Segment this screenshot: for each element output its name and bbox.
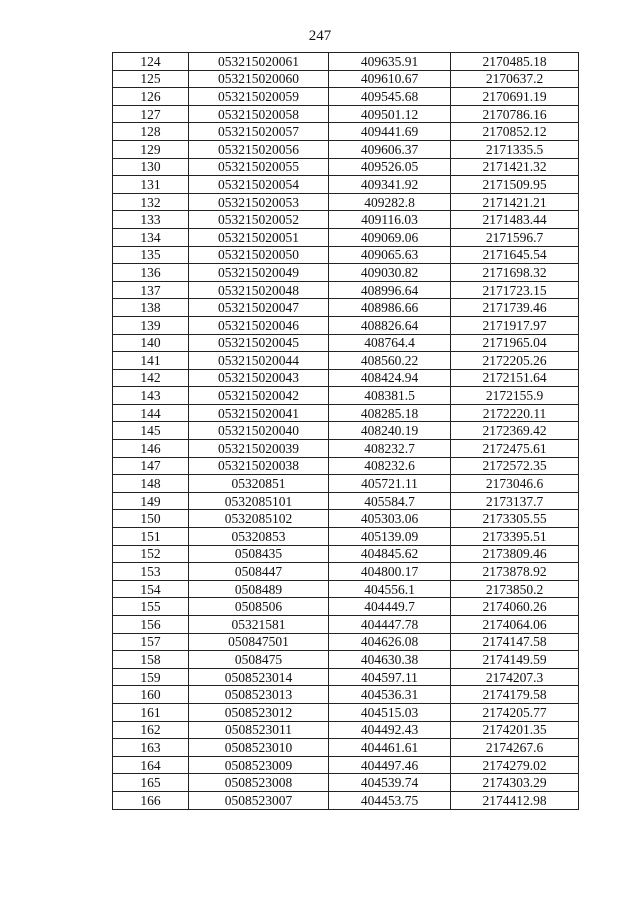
y-coordinate-cell: 2174201.35 (451, 721, 579, 739)
x-coordinate-cell: 404556.1 (329, 580, 451, 598)
y-coordinate-cell: 2172369.42 (451, 422, 579, 440)
parcel-code-cell: 0508523008 (189, 774, 329, 792)
y-coordinate-cell: 2174267.6 (451, 739, 579, 757)
table-row (113, 158, 579, 176)
table-row (113, 387, 579, 405)
row-index-cell: 136 (113, 264, 189, 282)
y-coordinate-cell: 2174412.98 (451, 791, 579, 809)
row-index-cell: 124 (113, 53, 189, 71)
parcel-code-cell: 0508523010 (189, 739, 329, 757)
row-index-cell: 154 (113, 580, 189, 598)
row-index-cell: 144 (113, 404, 189, 422)
row-index-cell: 132 (113, 193, 189, 211)
y-coordinate-cell: 2174179.58 (451, 686, 579, 704)
row-index-cell: 151 (113, 528, 189, 546)
x-coordinate-cell: 404447.78 (329, 616, 451, 634)
x-coordinate-cell: 408986.66 (329, 299, 451, 317)
table-row (113, 651, 579, 669)
x-coordinate-cell: 405721.11 (329, 475, 451, 493)
parcel-code-cell: 053215020058 (189, 105, 329, 123)
row-index-cell: 162 (113, 721, 189, 739)
parcel-code-cell: 053215020043 (189, 369, 329, 387)
table-row (113, 404, 579, 422)
y-coordinate-cell: 2174303.29 (451, 774, 579, 792)
x-coordinate-cell: 408424.94 (329, 369, 451, 387)
parcel-code-cell: 053215020048 (189, 281, 329, 299)
parcel-code-cell: 0508523009 (189, 756, 329, 774)
row-index-cell: 125 (113, 70, 189, 88)
x-coordinate-cell: 408285.18 (329, 404, 451, 422)
y-coordinate-cell: 2173305.55 (451, 510, 579, 528)
row-index-cell: 163 (113, 739, 189, 757)
table-row (113, 492, 579, 510)
row-index-cell: 127 (113, 105, 189, 123)
parcel-code-cell: 0508489 (189, 580, 329, 598)
table-row (113, 53, 579, 71)
table-row (113, 457, 579, 475)
row-index-cell: 159 (113, 668, 189, 686)
table-row (113, 228, 579, 246)
row-index-cell: 129 (113, 140, 189, 158)
y-coordinate-cell: 2174147.58 (451, 633, 579, 651)
table-row (113, 105, 579, 123)
y-coordinate-cell: 2170852.12 (451, 123, 579, 141)
row-index-cell: 139 (113, 316, 189, 334)
parcel-code-cell: 053215020054 (189, 176, 329, 194)
y-coordinate-cell: 2174279.02 (451, 756, 579, 774)
table-row (113, 580, 579, 598)
y-coordinate-cell: 2174207.3 (451, 668, 579, 686)
x-coordinate-cell: 404461.61 (329, 739, 451, 757)
parcel-code-cell: 053215020041 (189, 404, 329, 422)
row-index-cell: 140 (113, 334, 189, 352)
row-index-cell: 153 (113, 563, 189, 581)
page-number: 247 (308, 28, 332, 44)
y-coordinate-cell: 2171335.5 (451, 140, 579, 158)
table-row (113, 756, 579, 774)
table-row (113, 703, 579, 721)
table-row (113, 334, 579, 352)
table-row (113, 475, 579, 493)
y-coordinate-cell: 2173046.6 (451, 475, 579, 493)
row-index-cell: 141 (113, 352, 189, 370)
y-coordinate-cell: 2174149.59 (451, 651, 579, 669)
table-row (113, 739, 579, 757)
table-row (113, 70, 579, 88)
y-coordinate-cell: 2172155.9 (451, 387, 579, 405)
y-coordinate-cell: 2170485.18 (451, 53, 579, 71)
y-coordinate-cell: 2170637.2 (451, 70, 579, 88)
y-coordinate-cell: 2174060.26 (451, 598, 579, 616)
table-row (113, 668, 579, 686)
x-coordinate-cell: 409501.12 (329, 105, 451, 123)
table-row (113, 264, 579, 282)
table-row (113, 88, 579, 106)
table-row (113, 633, 579, 651)
y-coordinate-cell: 2171917.97 (451, 316, 579, 334)
x-coordinate-cell: 404449.7 (329, 598, 451, 616)
x-coordinate-cell: 404539.74 (329, 774, 451, 792)
x-coordinate-cell: 404626.08 (329, 633, 451, 651)
y-coordinate-cell: 2174064.06 (451, 616, 579, 634)
table-row (113, 422, 579, 440)
x-coordinate-cell: 409606.37 (329, 140, 451, 158)
parcel-code-cell: 0508523014 (189, 668, 329, 686)
parcel-code-cell: 053215020057 (189, 123, 329, 141)
x-coordinate-cell: 404453.75 (329, 791, 451, 809)
row-index-cell: 130 (113, 158, 189, 176)
parcel-code-cell: 053215020055 (189, 158, 329, 176)
row-index-cell: 152 (113, 545, 189, 563)
row-index-cell: 156 (113, 616, 189, 634)
parcel-code-cell: 0532085101 (189, 492, 329, 510)
table-row (113, 352, 579, 370)
parcel-code-cell: 0508523011 (189, 721, 329, 739)
table-row (113, 510, 579, 528)
table-row (113, 528, 579, 546)
y-coordinate-cell: 2171645.54 (451, 246, 579, 264)
x-coordinate-cell: 409116.03 (329, 211, 451, 229)
parcel-code-cell: 053215020045 (189, 334, 329, 352)
parcel-code-cell: 053215020049 (189, 264, 329, 282)
x-coordinate-cell: 408381.5 (329, 387, 451, 405)
table-row (113, 369, 579, 387)
x-coordinate-cell: 409341.92 (329, 176, 451, 194)
row-index-cell: 166 (113, 791, 189, 809)
parcel-code-cell: 053215020039 (189, 440, 329, 458)
parcel-code-cell: 053215020053 (189, 193, 329, 211)
x-coordinate-cell: 405303.06 (329, 510, 451, 528)
y-coordinate-cell: 2173809.46 (451, 545, 579, 563)
x-coordinate-cell: 405139.09 (329, 528, 451, 546)
x-coordinate-cell: 409065.63 (329, 246, 451, 264)
y-coordinate-cell: 2173395.51 (451, 528, 579, 546)
table-body (113, 53, 579, 810)
x-coordinate-cell: 409635.91 (329, 53, 451, 71)
y-coordinate-cell: 2170691.19 (451, 88, 579, 106)
x-coordinate-cell: 408240.19 (329, 422, 451, 440)
parcel-code-cell: 053215020052 (189, 211, 329, 229)
y-coordinate-cell: 2171509.95 (451, 176, 579, 194)
table-row (113, 563, 579, 581)
table-row (113, 774, 579, 792)
x-coordinate-cell: 408232.7 (329, 440, 451, 458)
x-coordinate-cell: 404630.38 (329, 651, 451, 669)
table-row (113, 246, 579, 264)
table-row (113, 791, 579, 809)
y-coordinate-cell: 2171965.04 (451, 334, 579, 352)
table-row (113, 616, 579, 634)
y-coordinate-cell: 2173878.92 (451, 563, 579, 581)
row-index-cell: 133 (113, 211, 189, 229)
table-row (113, 123, 579, 141)
parcel-code-cell: 053215020060 (189, 70, 329, 88)
x-coordinate-cell: 409282.8 (329, 193, 451, 211)
row-index-cell: 138 (113, 299, 189, 317)
x-coordinate-cell: 408764.4 (329, 334, 451, 352)
y-coordinate-cell: 2173850.2 (451, 580, 579, 598)
row-index-cell: 131 (113, 176, 189, 194)
parcel-code-cell: 053215020038 (189, 457, 329, 475)
y-coordinate-cell: 2170786.16 (451, 105, 579, 123)
row-index-cell: 134 (113, 228, 189, 246)
parcel-code-cell: 053215020046 (189, 316, 329, 334)
y-coordinate-cell: 2172205.26 (451, 352, 579, 370)
y-coordinate-cell: 2172475.61 (451, 440, 579, 458)
parcel-code-cell: 053215020059 (189, 88, 329, 106)
x-coordinate-cell: 408560.22 (329, 352, 451, 370)
table-row (113, 211, 579, 229)
y-coordinate-cell: 2171596.7 (451, 228, 579, 246)
x-coordinate-cell: 404845.62 (329, 545, 451, 563)
y-coordinate-cell: 2173137.7 (451, 492, 579, 510)
table-row (113, 721, 579, 739)
row-index-cell: 147 (113, 457, 189, 475)
row-index-cell: 137 (113, 281, 189, 299)
row-index-cell: 150 (113, 510, 189, 528)
y-coordinate-cell: 2172572.35 (451, 457, 579, 475)
x-coordinate-cell: 409069.06 (329, 228, 451, 246)
parcel-code-cell: 05320851 (189, 475, 329, 493)
parcel-code-cell: 053215020056 (189, 140, 329, 158)
y-coordinate-cell: 2171698.32 (451, 264, 579, 282)
table-row (113, 299, 579, 317)
y-coordinate-cell: 2174205.77 (451, 703, 579, 721)
x-coordinate-cell: 409030.82 (329, 264, 451, 282)
parcel-code-cell: 050847501 (189, 633, 329, 651)
parcel-code-cell: 0508435 (189, 545, 329, 563)
x-coordinate-cell: 405584.7 (329, 492, 451, 510)
row-index-cell: 160 (113, 686, 189, 704)
parcel-code-cell: 0508447 (189, 563, 329, 581)
row-index-cell: 128 (113, 123, 189, 141)
x-coordinate-cell: 404597.11 (329, 668, 451, 686)
table-row (113, 193, 579, 211)
parcel-code-cell: 053215020044 (189, 352, 329, 370)
parcel-code-cell: 05321581 (189, 616, 329, 634)
parcel-code-cell: 0508506 (189, 598, 329, 616)
row-index-cell: 142 (113, 369, 189, 387)
row-index-cell: 135 (113, 246, 189, 264)
row-index-cell: 126 (113, 88, 189, 106)
x-coordinate-cell: 409526.05 (329, 158, 451, 176)
row-index-cell: 143 (113, 387, 189, 405)
y-coordinate-cell: 2171421.21 (451, 193, 579, 211)
coordinates-table (112, 52, 579, 810)
table-row (113, 598, 579, 616)
x-coordinate-cell: 408996.64 (329, 281, 451, 299)
parcel-code-cell: 0508523012 (189, 703, 329, 721)
x-coordinate-cell: 409545.68 (329, 88, 451, 106)
row-index-cell: 149 (113, 492, 189, 510)
parcel-code-cell: 053215020042 (189, 387, 329, 405)
parcel-code-cell: 053215020051 (189, 228, 329, 246)
parcel-code-cell: 0508475 (189, 651, 329, 669)
x-coordinate-cell: 404515.03 (329, 703, 451, 721)
row-index-cell: 148 (113, 475, 189, 493)
parcel-code-cell: 0508523007 (189, 791, 329, 809)
x-coordinate-cell: 408232.6 (329, 457, 451, 475)
y-coordinate-cell: 2172220.11 (451, 404, 579, 422)
parcel-code-cell: 053215020061 (189, 53, 329, 71)
y-coordinate-cell: 2171421.32 (451, 158, 579, 176)
y-coordinate-cell: 2171739.46 (451, 299, 579, 317)
row-index-cell: 145 (113, 422, 189, 440)
table-row (113, 440, 579, 458)
y-coordinate-cell: 2171483.44 (451, 211, 579, 229)
parcel-code-cell: 0532085102 (189, 510, 329, 528)
row-index-cell: 146 (113, 440, 189, 458)
row-index-cell: 157 (113, 633, 189, 651)
y-coordinate-cell: 2171723.15 (451, 281, 579, 299)
table-row (113, 686, 579, 704)
parcel-code-cell: 053215020047 (189, 299, 329, 317)
table-row (113, 316, 579, 334)
row-index-cell: 161 (113, 703, 189, 721)
table-row (113, 176, 579, 194)
parcel-code-cell: 053215020040 (189, 422, 329, 440)
x-coordinate-cell: 409441.69 (329, 123, 451, 141)
y-coordinate-cell: 2172151.64 (451, 369, 579, 387)
row-index-cell: 164 (113, 756, 189, 774)
table-row (113, 140, 579, 158)
x-coordinate-cell: 404800.17 (329, 563, 451, 581)
x-coordinate-cell: 404492.43 (329, 721, 451, 739)
x-coordinate-cell: 409610.67 (329, 70, 451, 88)
row-index-cell: 158 (113, 651, 189, 669)
x-coordinate-cell: 404536.31 (329, 686, 451, 704)
parcel-code-cell: 053215020050 (189, 246, 329, 264)
table-row (113, 545, 579, 563)
x-coordinate-cell: 404497.46 (329, 756, 451, 774)
row-index-cell: 155 (113, 598, 189, 616)
table-row (113, 281, 579, 299)
parcel-code-cell: 05320853 (189, 528, 329, 546)
parcel-code-cell: 0508523013 (189, 686, 329, 704)
x-coordinate-cell: 408826.64 (329, 316, 451, 334)
row-index-cell: 165 (113, 774, 189, 792)
